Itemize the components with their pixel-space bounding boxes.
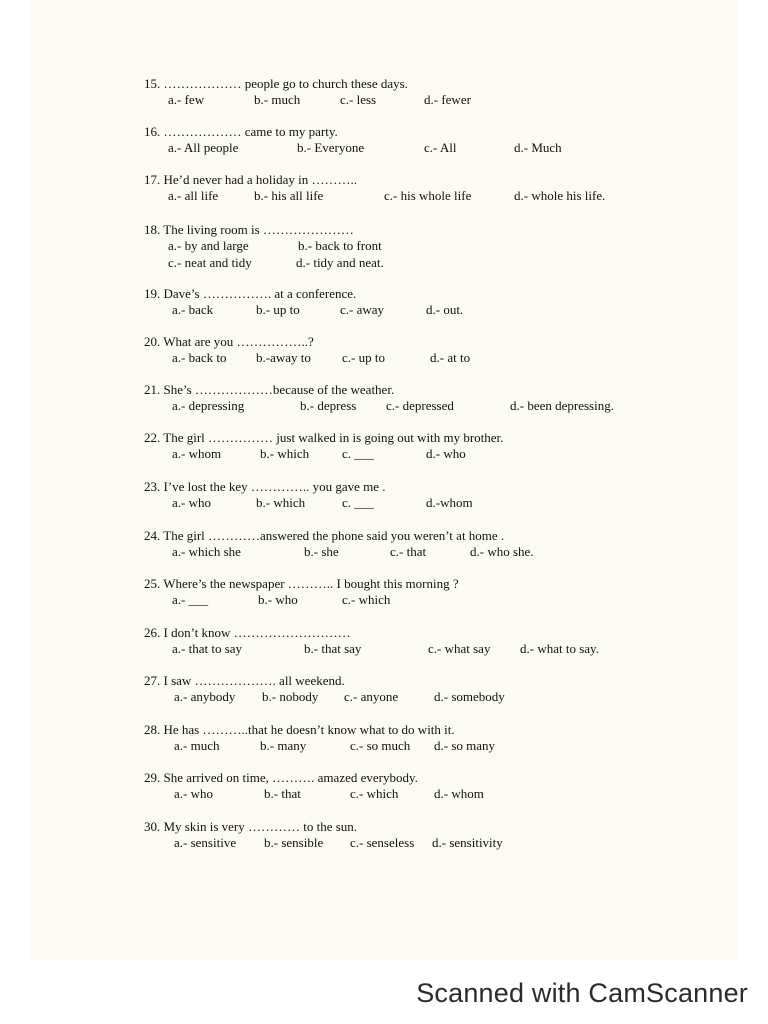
answer-option: c.- his whole life bbox=[384, 188, 472, 203]
options-row bbox=[144, 544, 664, 561]
question-stem: 27. I saw ………………. all weekend. bbox=[144, 673, 345, 688]
question-24 bbox=[144, 528, 664, 561]
answer-option: d.- so many bbox=[434, 738, 496, 753]
answer-option: b.- much bbox=[254, 92, 301, 107]
options-row bbox=[144, 188, 664, 205]
answer-option: c.- up to bbox=[342, 350, 385, 365]
answer-option: b.- back to front bbox=[298, 238, 382, 253]
question-stem: 29. She arrived on time, ………. amazed everybody. bbox=[144, 770, 418, 785]
answer-option: b.- depress bbox=[300, 398, 357, 413]
question-19 bbox=[144, 286, 664, 319]
answer-option: d.- what to say. bbox=[520, 641, 599, 656]
answer-option: a.- few bbox=[168, 92, 205, 107]
options-row bbox=[144, 350, 664, 367]
options-row bbox=[144, 255, 664, 272]
question-18 bbox=[144, 222, 664, 272]
question-stem: 19. Dave’s ……………. at a conference. bbox=[144, 286, 357, 301]
answer-option: c.- senseless bbox=[350, 835, 415, 850]
answer-option: a.- back to bbox=[172, 350, 227, 365]
question-stem: 30. My skin is very ………… to the sun. bbox=[144, 819, 358, 834]
options-row bbox=[144, 689, 664, 706]
answer-option: c.- which bbox=[342, 592, 391, 607]
answer-option: a.- all life bbox=[168, 188, 219, 203]
options-row bbox=[144, 398, 664, 415]
options-row bbox=[144, 302, 664, 319]
question-17 bbox=[144, 172, 664, 205]
answer-option: d.-whom bbox=[426, 495, 473, 510]
answer-option: a.- whom bbox=[172, 446, 222, 461]
options-row bbox=[144, 786, 664, 803]
answer-option: c.- so much bbox=[350, 738, 411, 753]
answer-option: c.- All bbox=[424, 140, 457, 155]
answer-option: a.- that to say bbox=[172, 641, 243, 656]
options-row bbox=[144, 592, 664, 609]
answer-option: c.- that bbox=[390, 544, 427, 559]
answer-option: b.- that bbox=[264, 786, 301, 801]
answer-option: c.- away bbox=[340, 302, 385, 317]
answer-option: a.- ___ bbox=[172, 592, 209, 607]
question-26 bbox=[144, 625, 664, 658]
answer-option: d.- sensitivity bbox=[432, 835, 503, 850]
question-21 bbox=[144, 382, 664, 415]
answer-option: b.- sensible bbox=[264, 835, 324, 850]
question-stem: 24. The girl …………answered the phone said you weren’t at home . bbox=[144, 528, 505, 543]
answer-option: b.- up to bbox=[256, 302, 300, 317]
answer-option: a.- who bbox=[174, 786, 213, 801]
options-row bbox=[144, 495, 664, 512]
answer-option: c.- neat and tidy bbox=[168, 255, 252, 270]
question-29 bbox=[144, 770, 664, 803]
answer-option: d.- fewer bbox=[424, 92, 471, 107]
answer-option: c.- which bbox=[350, 786, 399, 801]
question-stem: 28. He has ………..that he doesn’t know what to do with it. bbox=[144, 722, 455, 737]
answer-option: b.- which bbox=[260, 446, 310, 461]
question-25 bbox=[144, 576, 664, 609]
question-30 bbox=[144, 819, 664, 852]
question-stem: 15. ……………… people go to church these days. bbox=[144, 76, 408, 91]
question-27 bbox=[144, 673, 664, 706]
answer-option: d.- somebody bbox=[434, 689, 505, 704]
question-stem: 20. What are you ……………..? bbox=[144, 334, 314, 349]
answer-option: a.- depressing bbox=[172, 398, 245, 413]
answer-option: d.- out. bbox=[426, 302, 464, 317]
answer-option: a.- All people bbox=[168, 140, 239, 155]
answer-option: c. ___ bbox=[342, 446, 374, 461]
question-stem: 18. The living room is ………………… bbox=[144, 222, 354, 237]
question-20 bbox=[144, 334, 664, 367]
answer-option: b.- who bbox=[258, 592, 298, 607]
answer-option: c.- depressed bbox=[386, 398, 454, 413]
answer-option: b.- she bbox=[304, 544, 339, 559]
question-stem: 21. She’s ………………because of the weather. bbox=[144, 382, 395, 397]
answer-option: c.- less bbox=[340, 92, 377, 107]
answer-option: b.- nobody bbox=[262, 689, 319, 704]
question-stem: 22. The girl …………… just walked in is going out with my brother. bbox=[144, 430, 504, 445]
answer-option: a.- sensitive bbox=[174, 835, 237, 850]
answer-option: a.- anybody bbox=[174, 689, 236, 704]
question-stem: 25. Where’s the newspaper ……….. I bought this morning ? bbox=[144, 576, 459, 591]
answer-option: c.- anyone bbox=[344, 689, 399, 704]
answer-option: a.- much bbox=[174, 738, 220, 753]
question-stem: 17. He’d never had a holiday in ……….. bbox=[144, 172, 358, 187]
answer-option: b.- many bbox=[260, 738, 307, 753]
question-stem: 26. I don’t know ……………………… bbox=[144, 625, 351, 640]
question-15 bbox=[144, 76, 664, 109]
answer-option: a.- back bbox=[172, 302, 214, 317]
answer-option: b.-away to bbox=[256, 350, 311, 365]
answer-option: d.- Much bbox=[514, 140, 562, 155]
options-row bbox=[144, 92, 664, 109]
question-stem: 16. ……………… came to my party. bbox=[144, 124, 338, 139]
options-row bbox=[144, 641, 664, 658]
answer-option: b.- his all life bbox=[254, 188, 324, 203]
options-row bbox=[144, 140, 664, 157]
question-28 bbox=[144, 722, 664, 755]
answer-option: d.- who she. bbox=[470, 544, 534, 559]
options-row bbox=[144, 446, 664, 463]
answer-option: a.- by and large bbox=[168, 238, 249, 253]
answer-option: c. ___ bbox=[342, 495, 374, 510]
answer-option: d.- who bbox=[426, 446, 466, 461]
answer-option: d.- whole his life. bbox=[514, 188, 606, 203]
answer-option: b.- that say bbox=[304, 641, 362, 656]
question-16 bbox=[144, 124, 664, 157]
question-22 bbox=[144, 430, 664, 463]
answer-option: b.- Everyone bbox=[297, 140, 365, 155]
question-23 bbox=[144, 479, 664, 512]
camscanner-watermark: Scanned with CamScanner bbox=[416, 978, 748, 1008]
answer-option: a.- who bbox=[172, 495, 211, 510]
answer-option: a.- which she bbox=[172, 544, 241, 559]
options-row bbox=[144, 738, 664, 755]
question-stem: 23. I’ve lost the key ………….. you gave me . bbox=[144, 479, 386, 494]
options-row bbox=[144, 238, 664, 255]
answer-option: d.- whom bbox=[434, 786, 484, 801]
answer-option: b.- which bbox=[256, 495, 306, 510]
answer-option: d.- tidy and neat. bbox=[296, 255, 384, 270]
answer-option: d.- at to bbox=[430, 350, 471, 365]
answer-option: d.- been depressing. bbox=[510, 398, 614, 413]
answer-option: c.- what say bbox=[428, 641, 491, 656]
options-row bbox=[144, 835, 664, 852]
